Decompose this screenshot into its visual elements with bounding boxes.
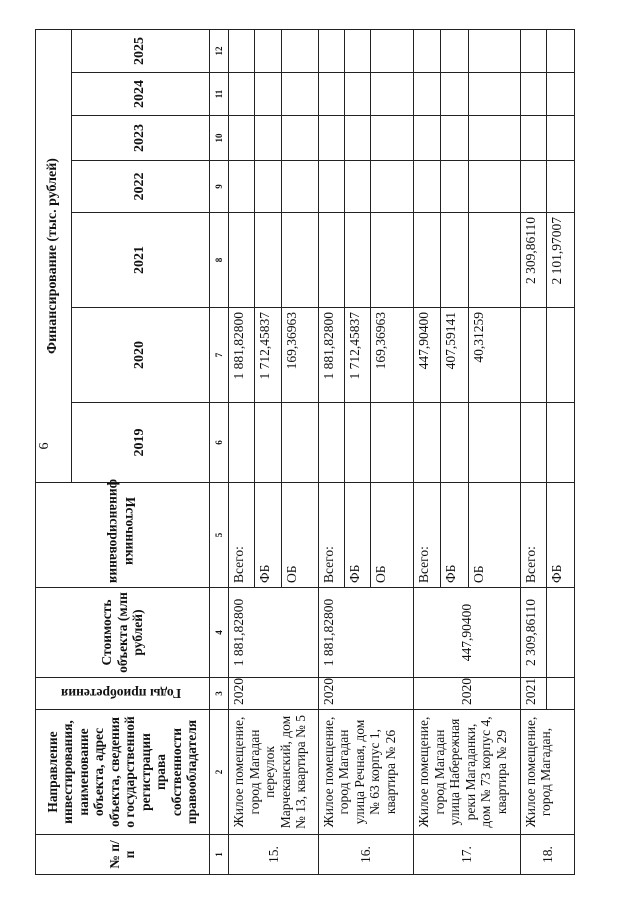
column-number: 2: [209, 710, 229, 835]
value-2021: [468, 213, 520, 308]
funding-source: ФБ: [344, 483, 370, 588]
value-2019: [370, 403, 413, 483]
value-2021: [344, 213, 370, 308]
page-number: 6: [37, 442, 52, 450]
value-2021: [370, 213, 413, 308]
value-2019: [468, 403, 520, 483]
value-2021: 2 101,97007: [546, 213, 574, 308]
value-2019: [229, 403, 255, 483]
value-2019: [255, 403, 281, 483]
column-number: 4: [209, 588, 229, 678]
table-row: [520, 29, 546, 874]
column-number: 9: [209, 161, 229, 213]
object-name: Жилое помещение, город Магадан переулок Марчеканский, дом № 13, квартира № 5: [229, 710, 319, 835]
value-2021: [255, 213, 281, 308]
value-2020: 447,90400: [414, 308, 441, 403]
header-year-2020: 2020: [71, 308, 209, 403]
value-2020: 1 881,82800: [229, 308, 255, 403]
object-name: Жилое помещение, город Магадан,: [520, 710, 574, 835]
object-cost: 2 309,86110: [520, 588, 546, 678]
value-2021: [318, 213, 344, 308]
header-year-2019: 2019: [71, 403, 209, 483]
column-number: 12: [209, 29, 229, 72]
value-2020: 1 881,82800: [318, 308, 344, 403]
funding-source: ФБ: [546, 483, 574, 588]
funding-source: ОБ: [370, 483, 413, 588]
column-number: 5: [209, 483, 229, 588]
value-2020: 1 712,45837: [255, 308, 281, 403]
funding-source: ФБ: [441, 483, 468, 588]
rotated-table-container: [35, 30, 575, 875]
value-2020: [546, 308, 574, 403]
row-number: 18.: [520, 835, 574, 875]
value-2019: [414, 403, 441, 483]
column-number: 3: [209, 678, 229, 710]
value-2021: [281, 213, 318, 308]
header-year-2022: 2022: [71, 161, 209, 213]
financing-table: [35, 29, 575, 875]
column-number: 8: [209, 213, 229, 308]
column-number: 11: [209, 73, 229, 116]
header-direction: Направление инвестирования, наименование объекта, адрес объекта, сведения о государственной регистрации права собственности правообладателя: [36, 710, 210, 835]
object-cost: 1 881,82800: [229, 588, 319, 678]
funding-source: Всего:: [318, 483, 344, 588]
value-2019: [344, 403, 370, 483]
funding-source: Всего:: [520, 483, 546, 588]
funding-source: Всего:: [414, 483, 441, 588]
object-name: Жилое помещение, город Магадан улица Набережная реки Магаданки, дом № 73 корпус 4, квартира № 29: [414, 710, 520, 835]
funding-source: ОБ: [468, 483, 520, 588]
funding-source: ФБ: [255, 483, 281, 588]
object-cost: 447,90400: [414, 588, 520, 678]
value-2019: [546, 403, 574, 483]
table-row: [318, 29, 344, 874]
header-num: № п/п: [36, 835, 210, 875]
value-2021: [414, 213, 441, 308]
column-number: 7: [209, 308, 229, 403]
funding-source: Всего:: [229, 483, 255, 588]
value-2019: [281, 403, 318, 483]
value-2019: [520, 403, 546, 483]
column-number-row: [209, 29, 229, 874]
object-name: Жилое помещение, город Магадан улица Речная, дом № 63 корпус 1, квартира № 26: [318, 710, 413, 835]
value-2019: [318, 403, 344, 483]
table-row: [229, 29, 255, 874]
header-sources: Источники финансирования: [36, 483, 210, 588]
header-year-2024: 2024: [71, 73, 209, 116]
acquisition-year: 2021: [520, 678, 546, 710]
column-number: 10: [209, 116, 229, 161]
header-year-2023: 2023: [71, 116, 209, 161]
value-2019: [441, 403, 468, 483]
value-2021: 2 309,86110: [520, 213, 546, 308]
row-number: 17.: [414, 835, 520, 875]
value-2020: 407,59141: [441, 308, 468, 403]
header-cost: Стоимость объекта (млн рублей): [36, 588, 210, 678]
header-years: Годы приобретения: [36, 678, 210, 710]
value-2020: 40,31259: [468, 308, 520, 403]
acquisition-year: 2020: [229, 678, 319, 710]
table-row: [414, 29, 441, 874]
header-year-2025: 2025: [71, 29, 209, 72]
column-number: 6: [209, 403, 229, 483]
object-cost: 1 881,82800: [318, 588, 413, 678]
acquisition-year: 2020: [414, 678, 520, 710]
value-2020: 169,36963: [281, 308, 318, 403]
value-2020: [520, 308, 546, 403]
value-2020: 169,36963: [370, 308, 413, 403]
acquisition-year: 2020: [318, 678, 413, 710]
funding-source: ОБ: [281, 483, 318, 588]
header-year-2021: 2021: [71, 213, 209, 308]
value-2020: 1 712,45837: [344, 308, 370, 403]
value-2021: [229, 213, 255, 308]
row-number: 16.: [318, 835, 413, 875]
value-2021: [441, 213, 468, 308]
row-number: 15.: [229, 835, 319, 875]
column-number: 1: [209, 835, 229, 875]
header-financing: Финансирование (тыс. рублей): [36, 29, 72, 482]
